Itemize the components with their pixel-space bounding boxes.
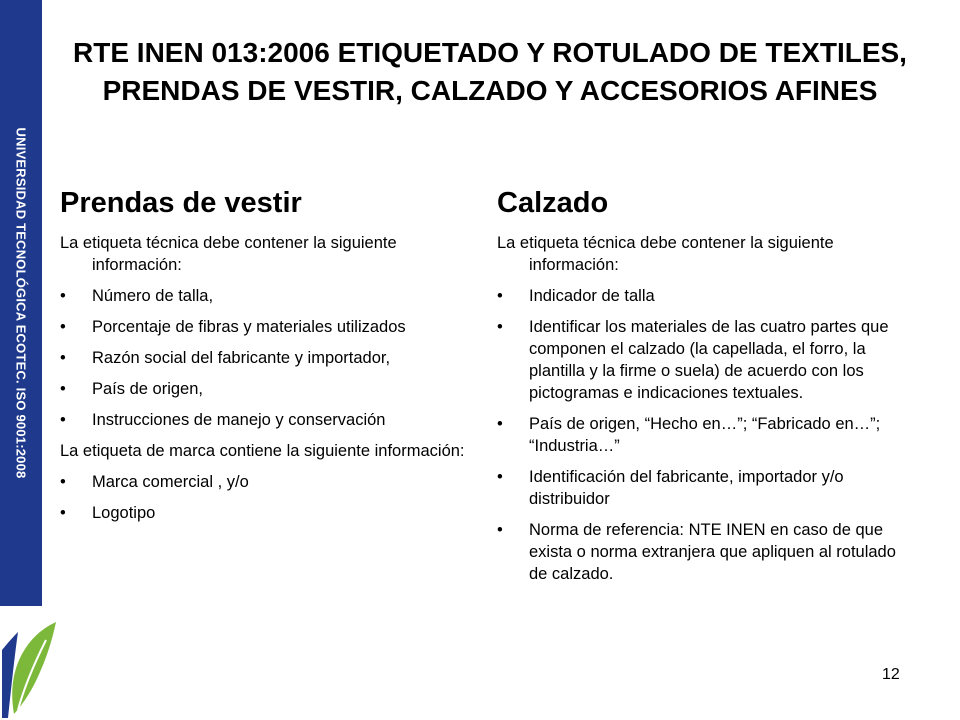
footwear-heading: Calzado	[497, 187, 609, 219]
bullet: •	[60, 473, 66, 491]
bullet: •	[497, 287, 503, 305]
brand-label-list	[60, 471, 470, 524]
clothing-intro: La etiqueta técnica debe contener la siguiente información:	[60, 234, 397, 274]
list-item	[60, 471, 470, 493]
list-item-text: Indicador de talla	[529, 287, 655, 305]
brand-label-intro: La etiqueta de marca contiene la siguiente información:	[60, 442, 465, 460]
list-item	[60, 502, 470, 524]
footwear-list	[497, 285, 917, 585]
list-item-text: Norma de referencia: NTE INEN en caso de que exista o norma extranjera que apliquen al rotulado de calzado.	[529, 521, 896, 583]
list-item-text: País de origen,	[92, 380, 203, 398]
list-item	[60, 378, 470, 400]
slide-title: RTE INEN 013:2006 ETIQUETADO Y ROTULADO DE TEXTILES, PRENDAS DE VESTIR, CALZADO Y ACCESORIOS AFINES	[73, 37, 907, 106]
list-item	[60, 347, 470, 369]
footwear-column	[497, 186, 917, 594]
list-item-text: Porcentaje de fibras y materiales utilizados	[92, 318, 406, 336]
bullet: •	[497, 415, 503, 433]
list-item-text: Identificar los materiales de las cuatro partes que componen el calzado (la capellada, el forro, la plantilla y la firme o suela) de acuerdo con los pictogramas e indicaciones textuales.	[529, 318, 889, 402]
page-number: 12	[882, 666, 900, 683]
list-item	[60, 409, 470, 431]
list-item-text: Identificación del fabricante, importador y/o distribuidor	[529, 468, 844, 508]
clothing-column	[60, 186, 470, 533]
sidebar-band	[0, 0, 42, 606]
bullet: •	[60, 504, 66, 522]
sidebar-university-label: UNIVERSIDAD TECNOLÓGICA ECOTEC. ISO 9001:2008	[13, 127, 29, 479]
bullet: •	[60, 318, 66, 336]
list-item	[497, 285, 917, 307]
list-item	[497, 519, 917, 585]
list-item-text: Razón social del fabricante y importador,	[92, 349, 391, 367]
list-item	[497, 466, 917, 510]
list-item	[60, 316, 470, 338]
list-item-text: País de origen, “Hecho en…”; “Fabricado en…”; “Industria…”	[529, 415, 881, 455]
bullet: •	[497, 468, 503, 486]
list-item-text: Número de talla,	[92, 287, 214, 305]
list-item-text: Marca comercial , y/o	[92, 473, 249, 491]
list-item	[497, 316, 917, 404]
bullet: •	[497, 521, 503, 539]
list-item	[60, 285, 470, 307]
list-item-text: Logotipo	[92, 504, 156, 522]
bullet: •	[60, 349, 66, 367]
list-item-text: Instrucciones de manejo y conservación	[92, 411, 386, 429]
footwear-intro: La etiqueta técnica debe contener la siguiente información:	[497, 234, 834, 274]
bullet: •	[60, 411, 66, 429]
bullet: •	[60, 380, 66, 398]
university-logo	[0, 610, 60, 720]
bullet: •	[497, 318, 503, 336]
clothing-list	[60, 285, 470, 431]
clothing-heading: Prendas de vestir	[60, 187, 302, 219]
bullet: •	[60, 287, 66, 305]
list-item	[497, 413, 917, 457]
